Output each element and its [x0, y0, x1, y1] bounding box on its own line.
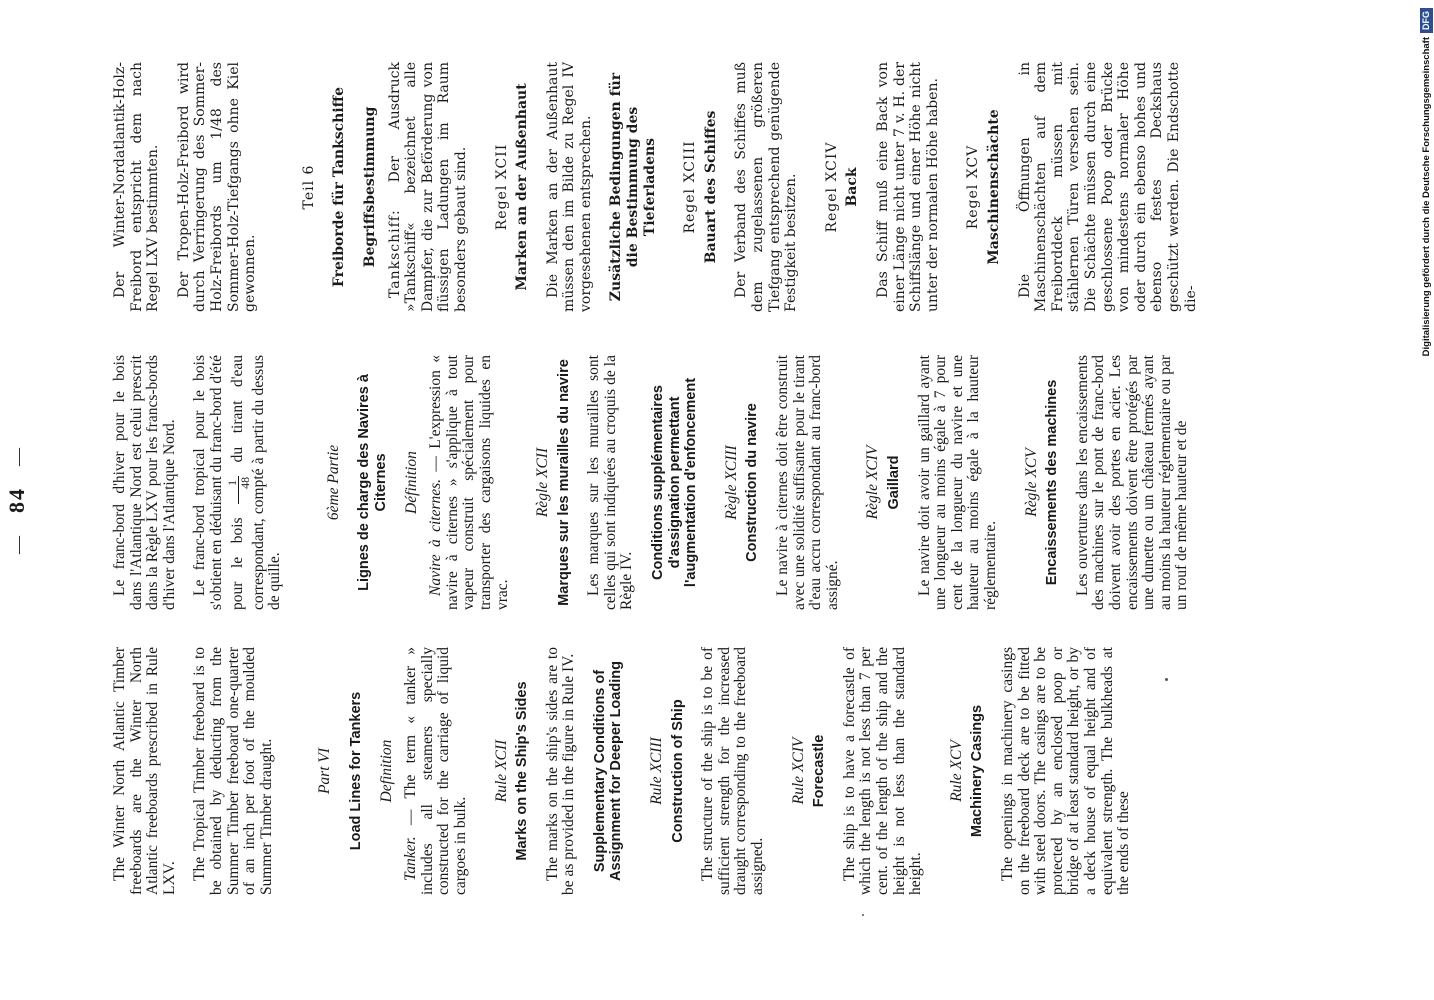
de-part: Teil 6 — [300, 164, 317, 210]
en-rule-95: Rule XCV — [947, 740, 965, 802]
en-rule-93: Rule XCIII — [648, 737, 666, 805]
en-definition-heading: Definition — [377, 739, 395, 803]
page-number-value: 84 — [4, 487, 29, 513]
de-rule-95-text: Die Öffnungen in Maschinenschächten auf dem Freiborddeck müssen mit stählernen Türen versehen sein. Die Schächte müssen durch eine geschlossene Poop oder Brücke von mindestens normaler Höhe oder durch ein ebenso hohes und ebenso festes Deckshaus geschützt werden. Die Endschotte die- — [1016, 62, 1199, 312]
en-rule-95-title: Machinery Casings — [969, 704, 986, 838]
en-intro-2: The Tropical Timber freeboard is to be obtained by deducting from the Summer Timber freeboard one-quarter of an inch per foot of the moulded Summer Timber draught. — [191, 647, 275, 895]
fr-intro-2 — [192, 355, 283, 610]
page-number — [4, 0, 30, 1000]
de-rule-92: Regel XCII — [493, 143, 510, 231]
de-rule-95: Regel XCV — [965, 144, 982, 230]
de-rule-92-text: Die Marken an der Außenhaut müssen den im Bilde zu Regel IV vorgesehenen entsprechen. — [544, 62, 594, 312]
de-rule-93-title: Bauart des Schiffes — [702, 110, 719, 264]
en-rule-92: Rule XCII — [492, 739, 510, 803]
de-rule-94-title: Back — [844, 167, 861, 207]
de-definition — [387, 62, 470, 312]
de-rule-93-text: Der Verband des Schiffes muß dem zugelassenen größeren Tiefgang entsprechend genügende Festigkeit besitzen. — [733, 62, 800, 312]
fr-intro-1: Le franc-bord d'hiver pour le bois dans l'Atlantique Nord est celui prescrit dans la Règle LXV pour les francs-bords d'hiver dans l'Atlantique Nord. — [111, 355, 178, 610]
fr-rule-94-text: Le navire doit avoir un gaillard ayant une longueur au moins égale à 7 pour cent de la longueur du navire et une hauteur au moins égale à la hauteur réglementaire. — [915, 355, 999, 610]
fr-definition-term: Navire à citernes. — [427, 478, 445, 596]
german-column — [112, 62, 1330, 312]
de-intro-1: Der Winter-Nordatlantik-Holz-Freibord entspricht dem nach Regel LXV bestimmten. — [112, 62, 162, 312]
en-definition-text: — The term « tanker » includes all steamers specially constructed for the carriage of liquid cargoes in bulk. — [402, 647, 469, 895]
de-rule-92-title: Marken an der Außenhaut — [514, 83, 531, 291]
digitisation-credit — [1418, 8, 1434, 998]
french-column — [112, 355, 1330, 610]
dfg-logo: DFG — [1420, 8, 1433, 33]
fr-part: 6ème Partie — [324, 444, 342, 521]
fr-rule-92-title: Marques sur les murailles du navire — [555, 359, 572, 606]
fr-rule-93-text: Le navire à citernes doit être construit avec une solidité suffisante pour le tirant d'eau accru correspondant au franc-bord assigné. — [774, 355, 841, 610]
de-definition-term: Tankschiff: — [386, 209, 403, 298]
fr-rule-94-title: Gaillard — [886, 455, 902, 510]
de-supplementary-title: Zusätzliche Bedingungen für die Bestimmung des Tieferladens — [608, 72, 658, 302]
fr-rule-92-text: Les marques sur les murailles sont celles qui sont indiquées au croquis de la Règle IV. — [585, 355, 636, 610]
de-intro-2: Der Tropen-Holz-Freibord wird durch Verringerung des Sommer-Holz-Freibords um 1/48 des Sommer-Holz-Tiefgangs ohne Kiel gewonnen. — [175, 62, 259, 312]
page-dash-right: — — [8, 446, 28, 466]
fr-rule-93: Règle XCIII — [722, 445, 740, 520]
de-definition-text: Der Ausdruck »Tankschiff« bezeichnet alle Dampfer, die zur Beförderung von flüssigen Ladungen im Raum besonders gebaut sind. — [386, 62, 469, 312]
fr-rule-94: Règle XCIV — [864, 445, 882, 520]
credit-text: Digitalisierung gefördert durch die Deutsche Forschungsgemeinschaft — [1420, 37, 1432, 357]
en-rule-93-text: The structure of the ship is to be of sufficient strength for the increased draught corresponding to the freeboard assigned. — [699, 647, 767, 895]
fr-intro-2-b: du tirant d'eau correspondant, compté à partir du dessus de quille. — [228, 354, 284, 610]
de-rule-95-title: Maschinenschächte — [985, 109, 1002, 265]
fr-rule-93-title: Construction du navire — [744, 403, 761, 562]
en-rule-94: Rule XCIV — [789, 737, 807, 805]
fr-definition-text: — L'expression « navire à citernes » s'applique à tout vapeur construit spécialement pour transporter des cargaisons liquides en vrac. — [427, 355, 511, 610]
speck-mark — [862, 914, 864, 916]
fr-rule-95: Règle XCV — [1022, 448, 1040, 517]
fraction-numerator: 1 — [226, 476, 239, 504]
en-supplementary-title: Supplementary Conditions of Assignment for Deeper Loading — [591, 661, 625, 881]
fr-rule-95-title: Encaissements des machines — [1044, 379, 1061, 586]
fr-part-title: Lignes de charge des Navires à Citernes — [356, 374, 389, 591]
en-part: Part VI — [316, 747, 334, 795]
fr-rule-95-text: Les ouvertures dans les encaissements des machines sur le pont de franc-bord doivent avoir des portes en acier. Les encaissements doivent être protégés par une dunette ou un château fermés ayant au moins la hauteur réglementaire ou par un rouf de même hauteur et de — [1073, 355, 1191, 610]
fr-definition-heading: Définition — [402, 451, 420, 514]
fraction-denominator: 48 — [237, 476, 252, 489]
de-rule-94: Regel XCIV — [823, 141, 840, 233]
en-rule-92-text: The marks on the ship's sides are to be as provided in the figure in Rule IV. — [543, 647, 578, 895]
en-intro-1: The Winter North Atlantic Timber freeboards are the Winter North Atlantic freeboards prescribed in Rule LXV. — [111, 647, 178, 895]
en-rule-94-text: The ship is to have a forecastle of which the length is not less than 7 per cent. of the length of the ship and the height is not less than the standard height. — [840, 647, 925, 895]
fr-intro-2-a: Le franc-bord tropical pour le bois s'obtient en déduisant du franc-bord d'été pour le bois — [191, 355, 246, 610]
de-rule-93: Regel XCIII — [682, 140, 699, 234]
fr-rule-92: Règle XCII — [534, 447, 552, 518]
page-dash-left: — — [8, 534, 28, 554]
speck-mark — [1165, 678, 1168, 681]
en-part-title: Load Lines for Tankers — [347, 691, 364, 851]
fr-definition — [428, 355, 511, 610]
en-rule-94-title: Forecastle — [811, 734, 828, 808]
de-definition-heading: Begriffsbestimmung — [361, 106, 378, 268]
en-definition-term: Tanker. — [402, 836, 420, 881]
en-rule-92-title: Marks on the Ship's Sides — [514, 681, 531, 861]
de-rule-94-text: Das Schiff muß eine Back von einer Länge nicht unter 7 v. H. der Schiffslänge und einer Höhe nicht unter der normalen Höhe haben. — [875, 62, 941, 312]
en-rule-95-text: The openings in machinery casings on the freeboard deck are to be fitted with steel doors. The casings are to be protected by an enclosed poop or bridge of at least standard height, or by a deck house of equal height and of equivalent strength. The bulkheads at the ends of these — [998, 647, 1133, 895]
english-column — [112, 647, 1330, 895]
de-part-title: Freiborde für Tankschiffe — [331, 86, 348, 288]
en-definition — [403, 647, 469, 895]
en-rule-93-title: Construction of Ship — [669, 699, 686, 843]
fraction — [226, 476, 251, 504]
fr-supplementary-title: Conditions supplémentaires d'assignation permettant l'augmentation d'enfoncement — [650, 377, 700, 588]
